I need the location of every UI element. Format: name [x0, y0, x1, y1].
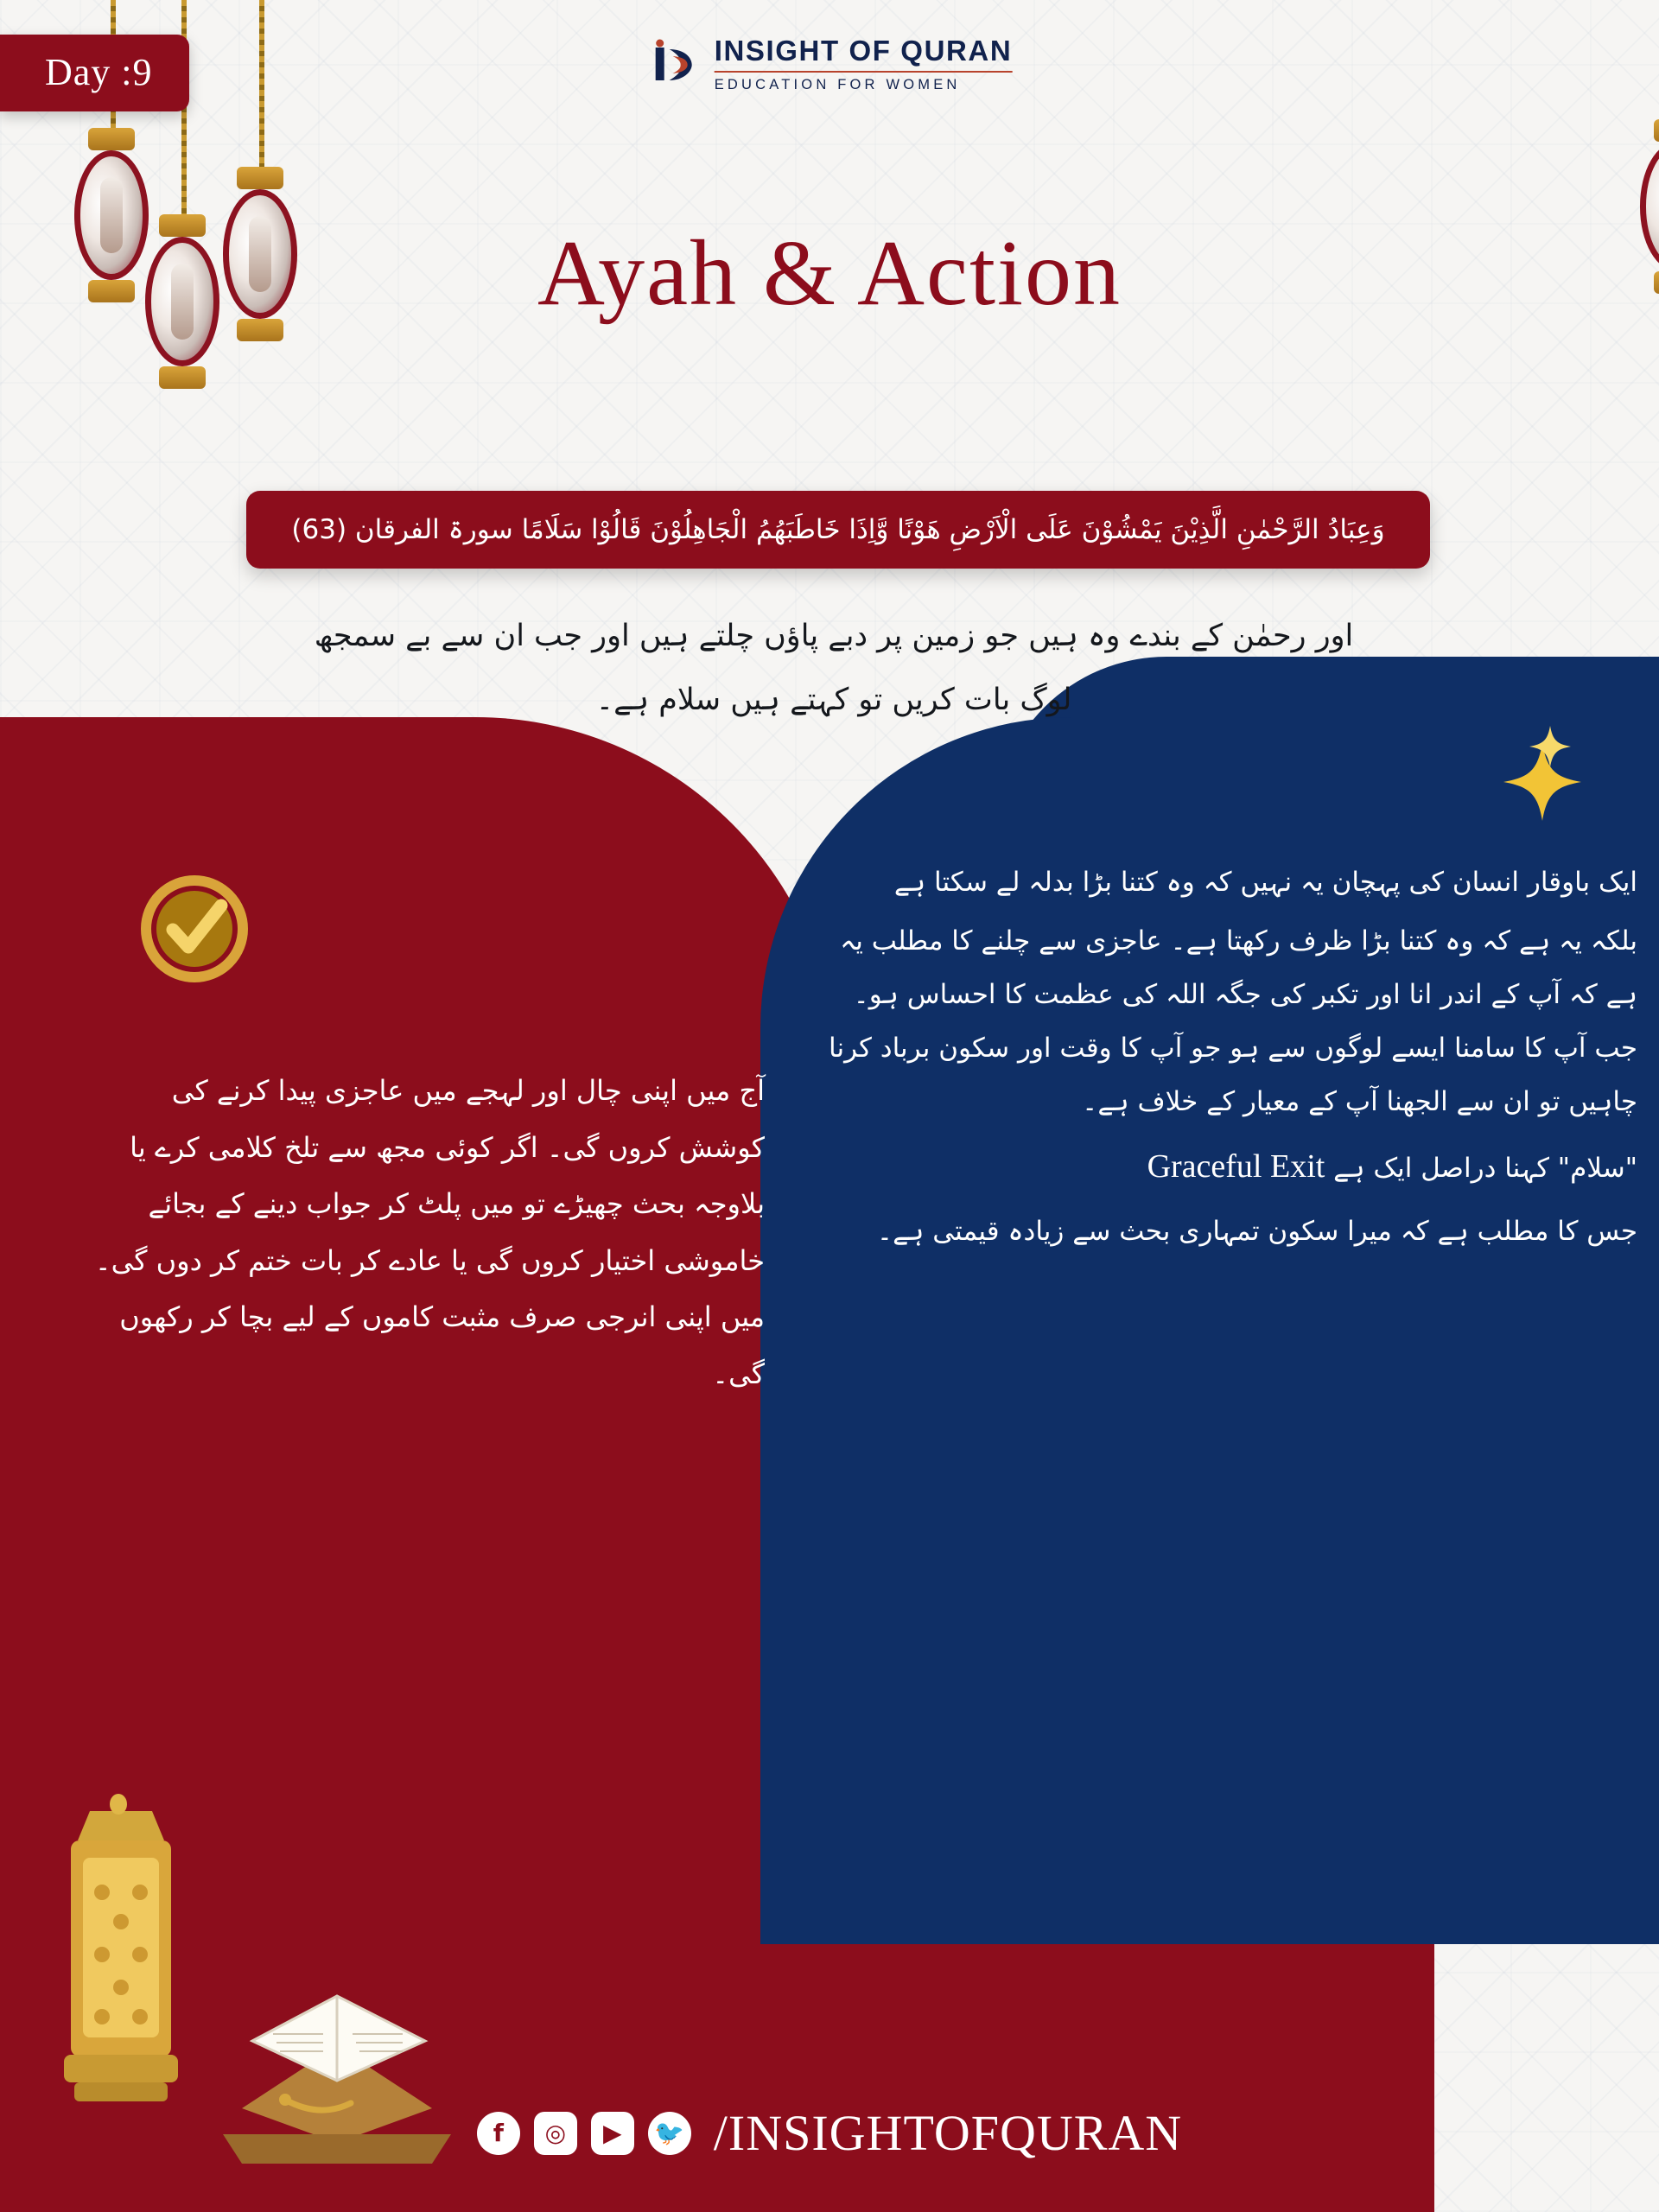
- ayah-arabic: [272, 514, 1403, 545]
- twitter-icon[interactable]: 🐦: [648, 2112, 691, 2155]
- brand-lockup: [647, 36, 1013, 92]
- footer-social-bar: [0, 2104, 1659, 2162]
- sparkle-small-icon: [1529, 726, 1571, 772]
- brand-name: INSIGHT OF QURAN: [714, 35, 1013, 67]
- ayah-reference: سورۃ الفرقان (63): [291, 514, 513, 545]
- social-handle: /INSIGHTOFQURAN: [713, 2105, 1183, 2161]
- instagram-icon[interactable]: ◎: [534, 2112, 577, 2155]
- navy-paragraph-1: ایک باوقار انسان کی پہچان یہ نہیں کہ وہ کتنا بڑا بدلہ لے سکتا ہے: [893, 867, 1637, 898]
- navy-highlight-before: "سلام" کہنا دراصل ایک ہے: [1333, 1153, 1637, 1184]
- brand-divider: [715, 71, 1013, 73]
- navy-highlight: [808, 1134, 1637, 1199]
- youtube-icon[interactable]: ▶: [591, 2112, 634, 2155]
- check-badge-icon: [138, 873, 251, 985]
- ayah-translation: اور رحمٰن کے بندے وہ ہیں جو زمین پر دبے پاؤں چلتے ہیں اور جب ان سے بے سمجھ لوگ بات کریں تو کہتے ہیں سلام ہے۔: [314, 619, 1354, 717]
- page-title: Ayah & Action: [537, 222, 1122, 325]
- navy-panel-text: [808, 855, 1637, 1263]
- day-badge: Day :9: [0, 35, 189, 111]
- ayah-arabic-text: وَعِبَادُ الرَّحْمٰنِ الَّذِيْنَ يَمْشُوْنَ عَلَى الْاَرْضِ هَوْنًا وَّاِذَا خَاطَبَهُمُ الْجَاهِلُوْنَ قَالُوْا سَلَامًا: [521, 514, 1385, 545]
- navy-highlight-term: Graceful Exit: [1147, 1148, 1325, 1185]
- maroon-panel-text: آج میں اپنی چال اور لہجے میں عاجزی پیدا کرنے کی کوشش کروں گی۔ اگر کوئی مجھ سے تلخ کلامی کرے یا بلاوجہ بحث چھیڑے تو میں پلٹ کر جواب دینے کے بجائے خاموشی اختیار کروں گی یا عادے کر بات ختم کر دوں گی۔ میں اپنی انرجی صرف مثبت کاموں کے لیے بچا کر رکھوں گی۔: [94, 1074, 765, 1390]
- ayah-banner: [246, 491, 1430, 569]
- quran-logo-icon: [647, 37, 701, 91]
- facebook-icon[interactable]: f: [477, 2112, 520, 2155]
- navy-highlight-after: جس کا مطلب ہے کہ میرا سکون تمہاری بحث سے زیادہ قیمتی ہے۔: [876, 1216, 1637, 1247]
- brand-tagline: EDUCATION FOR WOMEN: [714, 77, 961, 92]
- navy-paragraph-2: بلکہ یہ ہے کہ وہ کتنا بڑا ظرف رکھتا ہے۔ عاجزی سے چلنے کا مطلب یہ ہے کہ آپ کے اندر انا اور تکبر کی جگہ اللہ کی عظمت کا احساس ہو۔ جب آپ کا سامنا ایسے لوگوں سے ہو جو آپ کا وقت اور سکون برباد کرنا چاہیں تو ان سے الجھنا آپ کے معیار کے خلاف ہے۔: [829, 925, 1637, 1117]
